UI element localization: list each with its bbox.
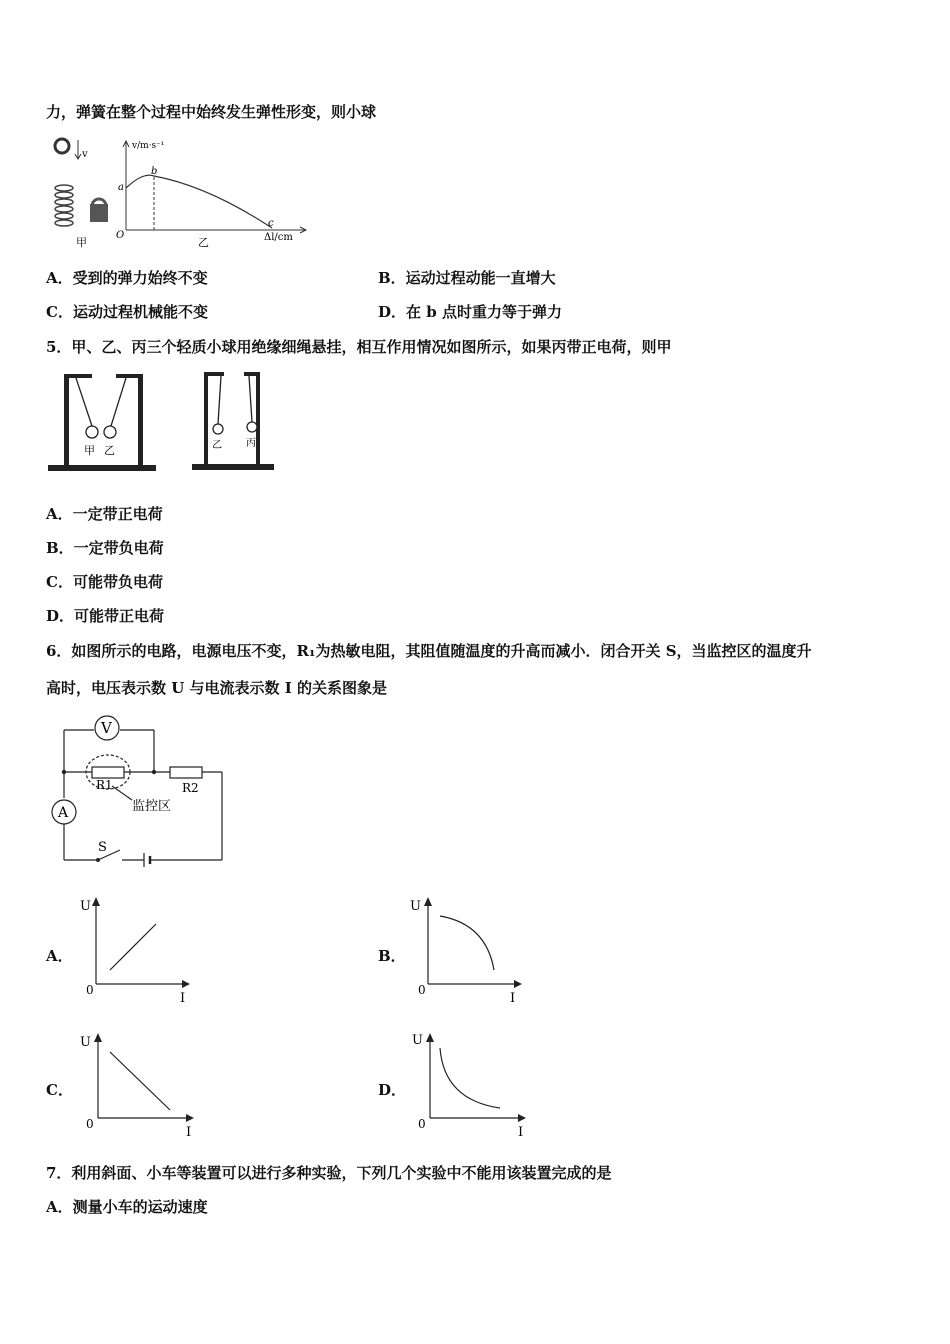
q6-graph-d[interactable]: [406, 1028, 532, 1144]
x-axis-label: Δl/cm: [264, 232, 293, 243]
graph-a-y: U: [80, 899, 91, 914]
q7-stem: 7．利用斜面、小车等装置可以进行多种实验，下列几个实验中不能用该装置完成的是: [46, 1164, 612, 1182]
q5-option-b[interactable]: B．一定带负电荷: [46, 539, 164, 557]
q5-stem: 5．甲、乙、丙三个轻质小球用绝缘细绳悬挂，相互作用情况如图所示，如果丙带正电荷，则甲: [46, 338, 672, 356]
q4-stem-tail: 力，弹簧在整个过程中始终发生弹性形变，则小球: [46, 103, 377, 121]
graph-c-y: U: [80, 1035, 91, 1050]
spring: [55, 185, 73, 226]
graph-a-x: I: [180, 991, 186, 1006]
q6-option-d-letter[interactable]: D．: [378, 1081, 407, 1099]
graph-b-curve: [440, 916, 494, 970]
label-yi: 乙: [198, 236, 209, 249]
voltmeter-label: V: [101, 719, 112, 737]
graph-d-y: U: [412, 1033, 423, 1048]
q6-graph-b[interactable]: [406, 892, 526, 1008]
q4-option-b[interactable]: B．运动过程动能一直增大: [378, 269, 556, 287]
graph-c-origin: 0: [86, 1117, 94, 1131]
q6-circuit: [46, 712, 230, 868]
q6-option-c-letter[interactable]: C．: [46, 1081, 73, 1099]
point-c: c: [268, 218, 274, 229]
q5-figure: [46, 368, 278, 478]
label-jia: 甲: [76, 236, 87, 249]
q6-stem-line2: 高时，电压表示数 U 与电流表示数 I 的关系图象是: [46, 679, 387, 697]
ball-yi2-label: 乙: [212, 440, 222, 451]
graph-d-curve: [440, 1048, 500, 1108]
ball-bing-label: 丙: [246, 438, 256, 449]
graph-d-x: I: [518, 1125, 524, 1140]
q6-graph-a[interactable]: [74, 892, 194, 1008]
ball-jia-label: 甲: [84, 444, 95, 457]
switch-label: S: [98, 840, 107, 855]
graph-c-line: [110, 1052, 170, 1110]
point-a: a: [118, 182, 124, 193]
ammeter-label: A: [58, 805, 69, 821]
q4-option-d[interactable]: D．在 b 点时重力等于弹力: [378, 303, 562, 321]
graph-a-line: [110, 924, 156, 970]
ball-yi-label: 乙: [104, 444, 115, 457]
graph-b-y: U: [410, 899, 421, 914]
y-axis-label: v/m·s⁻¹: [132, 141, 165, 151]
v-curve: [126, 175, 272, 228]
q4-figure: [48, 134, 310, 252]
r2-label: R2: [182, 781, 199, 795]
q6-graph-c[interactable]: [74, 1028, 200, 1144]
r1-label: R1: [96, 778, 113, 792]
q6-option-a-letter[interactable]: A．: [46, 947, 73, 965]
graph-b-x: I: [510, 991, 516, 1006]
q4-option-c[interactable]: C．运动过程机械能不变: [46, 303, 208, 321]
graph-b-origin: 0: [418, 983, 426, 997]
graph-d-origin: 0: [418, 1117, 426, 1131]
graph-c-x: I: [186, 1125, 192, 1140]
point-b: b: [151, 166, 158, 177]
q5-option-a[interactable]: A．一定带正电荷: [46, 505, 163, 523]
v-label: v: [82, 149, 88, 160]
q5-option-d[interactable]: D．可能带正电荷: [46, 607, 165, 625]
q7-option-a[interactable]: A．测量小车的运动速度: [46, 1198, 208, 1216]
zone-label: 监控区: [132, 799, 172, 814]
graph-a-origin: 0: [86, 983, 94, 997]
origin: O: [116, 230, 125, 241]
q4-option-a[interactable]: A．受到的弹力始终不变: [46, 269, 208, 287]
q6-option-b-letter[interactable]: B．: [378, 947, 406, 965]
q6-stem-line1: 6．如图所示的电路，电源电压不变，R₁为热敏电阻，其阻值随温度的升高而减小．闭合开关 S，当监控区的温度升: [46, 642, 812, 660]
q5-option-c[interactable]: C．可能带负电荷: [46, 573, 163, 591]
